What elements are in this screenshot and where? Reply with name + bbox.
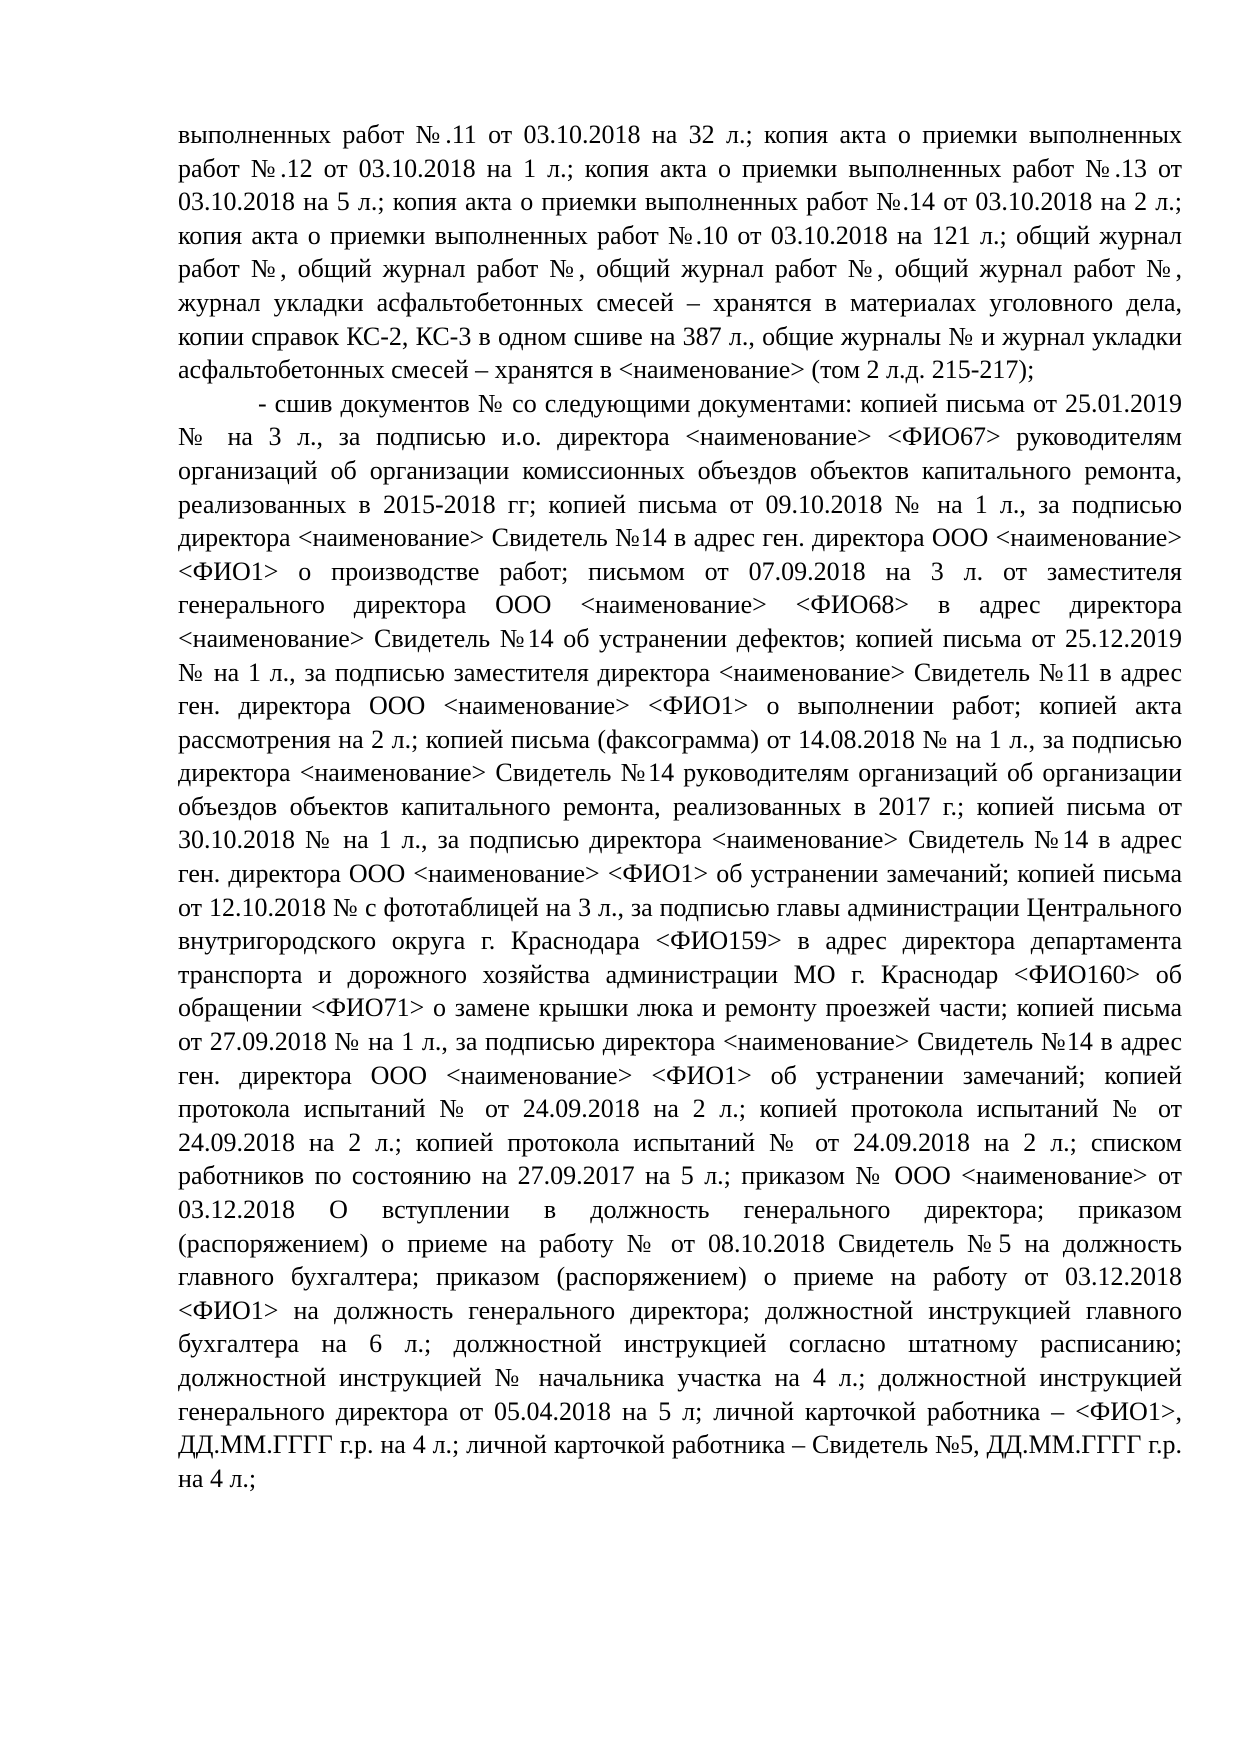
document-body — [178, 118, 1182, 1495]
paragraph-document-bundle: - сшив документов № со следующими документами: копией письма от 25.01.2019 № на 3 л., за подписью и.о. директора <наименование> <ФИО67> руководителям организаций об организации комиссионных объездов объектов капитального ремонта, реализованных в 2015-2018 гг; копией письма от 09.10.2018 № на 1 л., за подписью директора <наименование> Свидетель №14 в адрес ген. директора ООО <наименование> <ФИО1> о производстве работ; письмом от 07.09.2018 на 3 л. от заместителя генерального директора ООО <наименование> <ФИО68> в адрес директора <наименование> Свидетель №14 об устранении дефектов; копией письма от 25.12.2019 № на 1 л., за подписью заместителя директора <наименование> Свидетель №11 в адрес ген. директора ООО <наименование> <ФИО1> о выполнении работ; копией акта рассмотрения на 2 л.; копией письма (факсограмма) от 14.08.2018 № на 1 л., за подписью директора <наименование> Свидетель №14 руководителям организаций об организации объездов объектов капитального ремонта, реализованных в 2017 г.; копией письма от 30.10.2018 № на 1 л., за подписью директора <наименование> Свидетель №14 в адрес ген. директора ООО <наименование> <ФИО1> об устранении замечаний; копией письма от 12.10.2018 № с фототаблицей на 3 л., за подписью главы администрации Центрального внутригородского округа г. Краснодара <ФИО159> в адрес директора департамента транспорта и дорожного хозяйства администрации МО г. Краснодар <ФИО160> об обращении <ФИО71> о замене крышки люка и ремонту проезжей части; копией письма от 27.09.2018 № на 1 л., за подписью директора <наименование> Свидетель №14 в адрес ген. директора ООО <наименование> <ФИО1> об устранении замечаний; копией протокола испытаний № от 24.09.2018 на 2 л.; копией протокола испытаний № от 24.09.2018 на 2 л.; копией протокола испытаний № от 24.09.2018 на 2 л.; списком работников по состоянию на 27.09.2017 на 5 л.; приказом № ООО <наименование> от 03.12.2018 О вступлении в должность генерального директора; приказом (распоряжением) о приеме на работу № от 08.10.2018 Свидетель №5 на должность главного бухгалтера; приказом (распоряжением) о приеме на работу от 03.12.2018 <ФИО1> на должность генерального директора; должностной инструкцией главного бухгалтера на 6 л.; должностной инструкцией согласно штатному расписанию; должностной инструкцией № начальника участка на 4 л.; должностной инструкцией генерального директора от 05.04.2018 на 5 л; личной карточкой работника – <ФИО1>, ДД.ММ.ГГГГ г.р. на 4 л.; личной карточкой работника – Свидетель №5, ДД.ММ.ГГГГ г.р. на 4 л.; — [178, 388, 1182, 1493]
paragraph-continuation: выполненных работ №.11 от 03.10.2018 на 32 л.; копия акта о приемки выполненных работ №.12 от 03.10.2018 на 1 л.; копия акта о приемки выполненных работ №.13 от 03.10.2018 на 5 л.; копия акта о приемки выполненных работ №.14 от 03.10.2018 на 2 л.; копия акта о приемки выполненных работ №.10 от 03.10.2018 на 121 л.; общий журнал работ №, общий журнал работ №, общий журнал работ №, общий журнал работ №, журнал укладки асфальтобетонных смесей – хранятся в материалах уголовного дела, копии справок КС-2, КС-3 в одном сшиве на 387 л., общие журналы № и журнал укладки асфальтобетонных смесей – хранятся в <наименование> (том 2 л.д. 215-217); — [178, 120, 1182, 385]
